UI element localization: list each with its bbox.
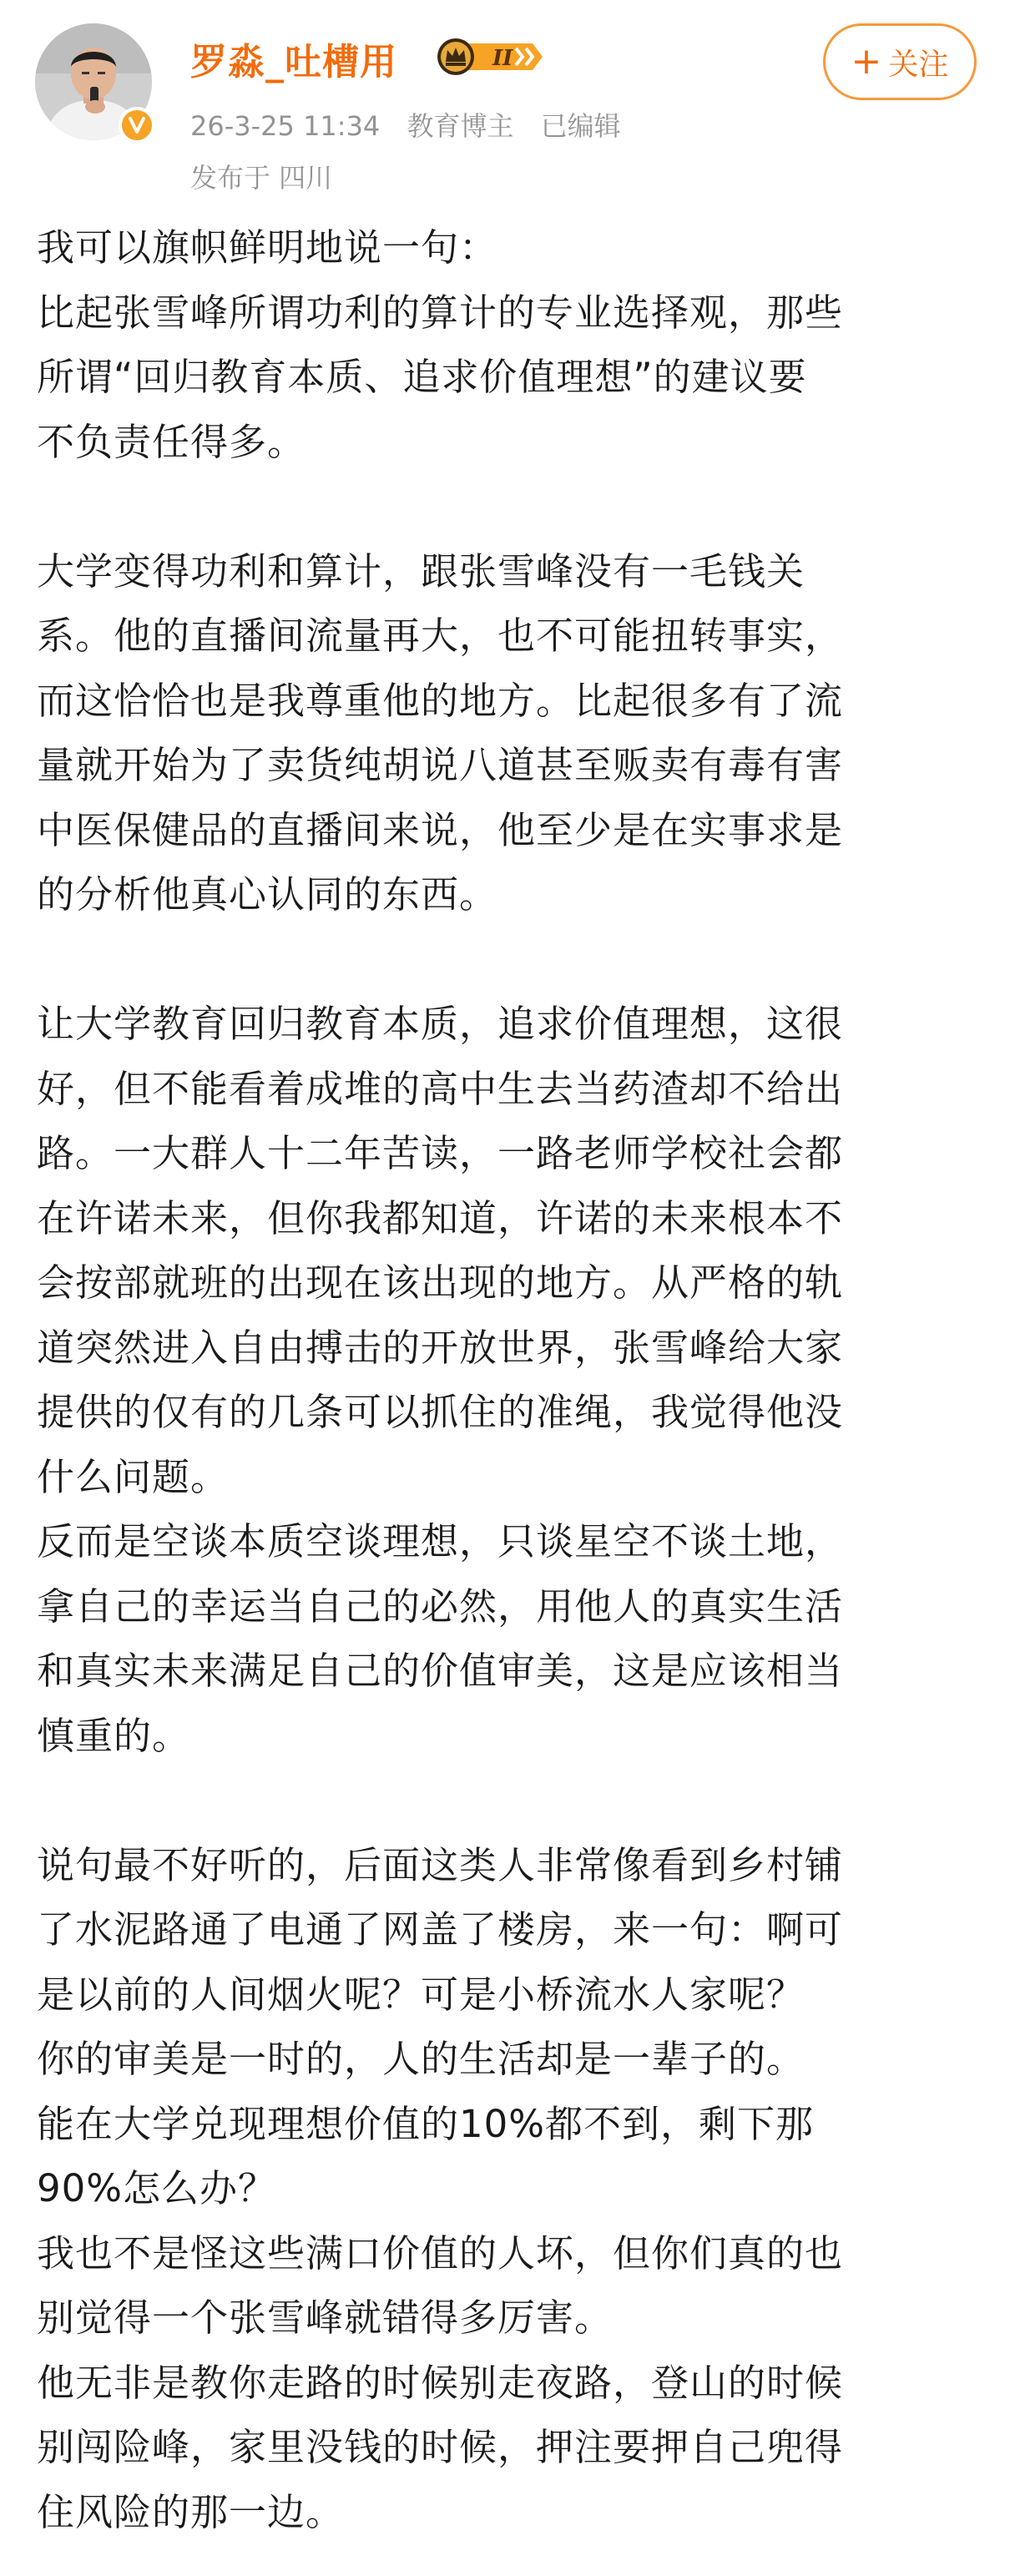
post-text-line: 住风险的那一边。 <box>37 2489 345 2534</box>
paragraph-gap <box>37 1768 988 1833</box>
post-text-line: 他无非是教你走路的时候别走夜路，登山的时候 <box>37 2360 844 2405</box>
follow-label: 关注 <box>888 47 949 82</box>
post-text-line: 让大学教育回归教育本质，追求价值理想，这很 <box>37 1002 844 1046</box>
post-text-line: 所谓“回归教育本质、追求价值理想”的建议要 <box>37 355 807 399</box>
post-timestamp: 26-3-25 11:34 <box>190 110 381 142</box>
author-tag[interactable]: 教育博主 <box>407 110 514 142</box>
post-text-line: 别觉得一个张雪峰就错得多厉害。 <box>37 2296 614 2340</box>
post-text-line: 会按部就班的出现在该出现的地方。从严格的轨 <box>37 1260 844 1305</box>
post-text-line: 别闯险峰，家里没钱的时候，押注要押自己兜得 <box>37 2425 844 2469</box>
post-text-line: 路。一大群人十二年苦读，一路老师学校社会都 <box>37 1131 844 1175</box>
follow-button[interactable] <box>823 23 977 100</box>
user-name[interactable]: 罗淼_吐槽用 <box>190 41 397 83</box>
vip-level-text: II <box>492 46 513 71</box>
post-text-line: 系。他的直播间流量再大，也不可能扭转事实， <box>37 614 844 658</box>
paragraph-gap <box>37 474 988 539</box>
vip-crown-icon[interactable] <box>436 37 549 77</box>
post-text-line: 量就开始为了卖货纯胡说八道甚至贩卖有毒有害 <box>37 743 844 787</box>
paragraph-gap <box>37 927 988 993</box>
post-text-line: 什么问题。 <box>37 1454 230 1499</box>
post-text-line: 中医保健品的直播间来说，他至少是在实事求是 <box>37 807 844 852</box>
post-text-line: 的分析他真心认同的东西。 <box>37 872 498 917</box>
post-text-line: 道突然进入自由搏击的开放世界，张雪峰给大家 <box>37 1325 844 1370</box>
avatar[interactable] <box>35 23 152 140</box>
post-location: 发布于 四川 <box>190 162 333 194</box>
post-text-line: 能在大学兑现理想价值的10%都不到，剩下那 <box>37 2101 815 2146</box>
post-text-line: 了水泥路通了电通了网盖了楼房，来一句：啊可 <box>37 1907 844 1952</box>
post-text-line: 和真实未来满足自己的价值审美，这是应该相当 <box>37 1649 844 1693</box>
post-text-line: 我也不是怪这些满口价值的人坏，但你们真的也 <box>37 2230 844 2275</box>
post-text-line: 提供的仅有的几条可以抓住的准绳，我觉得他没 <box>37 1390 844 1434</box>
post-body <box>37 215 988 2544</box>
post-text-line: 大学变得功利和算计，跟张雪峰没有一毛钱关 <box>37 548 805 593</box>
plus-icon: + <box>851 40 882 83</box>
post-text-line: 我可以旗帜鲜明地说一句： <box>37 225 498 270</box>
post-text-line: 拿自己的幸运当自己的必然，用他人的真实生活 <box>37 1583 844 1629</box>
edited-label[interactable]: 已编辑 <box>540 110 621 142</box>
post-text-line: 比起张雪峰所谓功利的算计的专业选择观，那些 <box>37 290 844 335</box>
post-text-line: 你的审美是一时的，人的生活却是一辈子的。 <box>37 2037 805 2081</box>
post-text-line: 是以前的人间烟火呢？可是小桥流水人家呢？ <box>37 1972 805 2017</box>
post-text-line: 90%怎么办？ <box>37 2166 277 2210</box>
post-text-line: 在许诺未来，但你我都知道，许诺的未来根本不 <box>37 1195 844 1240</box>
post-text-line: 好，但不能看着成堆的高中生去当药渣却不给出 <box>37 1066 844 1111</box>
post-meta <box>190 105 639 144</box>
post-text-line: 而这恰恰也是我尊重他的地方。比起很多有了流 <box>37 678 844 723</box>
post-text-line: 慎重的。 <box>37 1713 191 1758</box>
post-text-line: 不负责任得多。 <box>37 419 306 464</box>
post-text-line: 反而是空谈本质空谈理想，只谈星空不谈土地， <box>37 1519 844 1563</box>
verified-icon <box>119 107 155 144</box>
post-text-line: 说句最不好听的，后面这类人非常像看到乡村铺 <box>37 1842 844 1887</box>
post-header <box>0 0 1015 209</box>
